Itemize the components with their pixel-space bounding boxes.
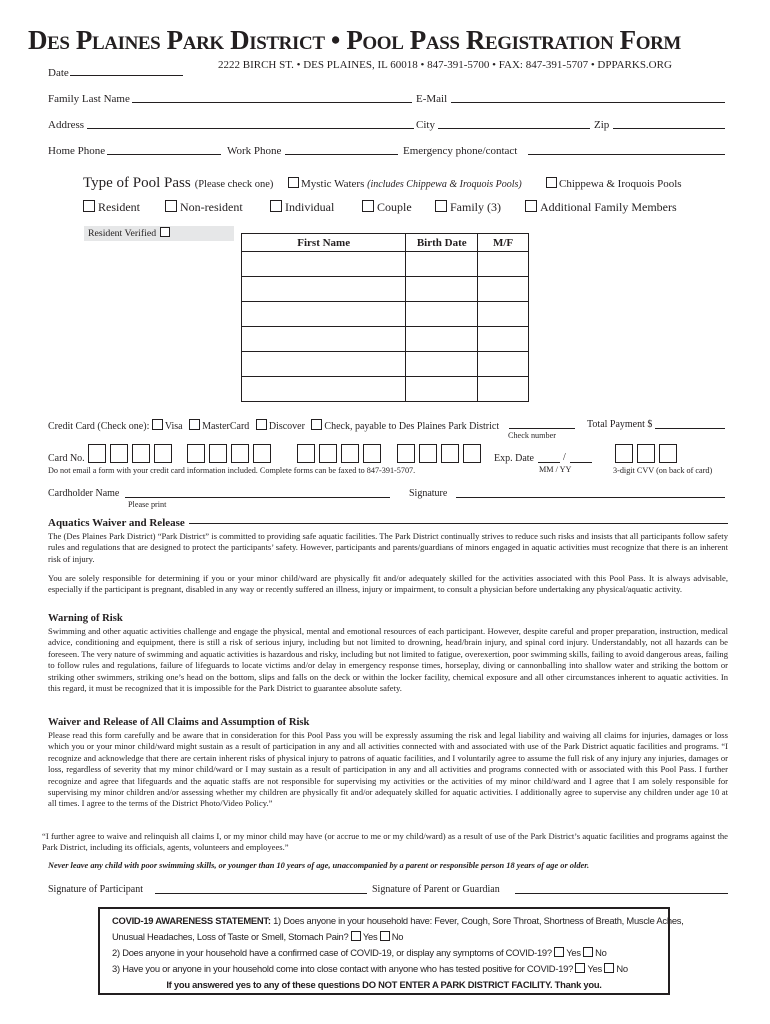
covid-q3: 3) Have you or anyone in your household come into close contact with anyone who has tested positive for COVID-19? [112, 963, 574, 974]
further-agree-text: “I further agree to waive and relinquish all claims I, or my minor child may have (or accrue to me or my child/ward) as a result of use of the Park District’s aquatic facilities and programs against the Park District, including its officials, agents, volunteers and employees.” [42, 831, 728, 853]
resident-verified-checkbox[interactable] [160, 227, 170, 237]
warning-of-risk-text: Swimming and other aquatic activities challenge and engage the physical, mental and emotional resources of each participant. However, despite careful and proper preparation, instruction, medical advice, conditioning and equipment, there is still a risk of serious injury, including but not limited to drowning, head/brain injury, and spinal cord injury. Understandably, not all hazards can be foreseen. The very nature of swimming and aquatic activities is hazardous and risky, including but not limited to fatigue, overexertion, poor swimming skills, failing to avoid dangerous areas, failing to follow rules and regulations, failure of lifeguards to locate victims and/or delay in emergency response times, horseplay, diving or cannonballing into shallow water and striking the bottom or striking other swimmers, striking one’s head on the bottom, slips and falls on the deck or within the locker facility, chemical exposure and all other circumstances inherent to aquatic activities. In this regard, it must be recognized that it is impossible for the Park District to guarantee absolute safety. [48, 626, 728, 694]
covid-q2-yes-checkbox[interactable] [554, 947, 564, 957]
covid-q2-line [112, 945, 656, 961]
mf-cell[interactable] [478, 302, 529, 327]
waiver-paragraph-1: The (Des Plaines Park District) “Park District” is committed to providing safe aquatic facilities. The Park District continually strives to reduce such risks and insists that all participants follow safety rules and regulations that are designed to protect the participants’ safety. However, participants and parents/guardians of minors engaged in aquatic activities must recognize that there is an inherent risk of injury. [48, 531, 728, 564]
additional-members-option[interactable] [525, 200, 677, 215]
first-name-cell[interactable] [242, 352, 406, 377]
covid-q1b-line [112, 929, 656, 945]
covid-q1-yes-label: Yes [362, 931, 378, 942]
visa-label: Visa [164, 421, 183, 432]
pass-type-row [83, 174, 273, 192]
city-label: City [416, 119, 435, 131]
resident-verified [88, 227, 172, 239]
covid-q3-no-label: No [616, 963, 628, 974]
never-leave-warning: Never leave any child with poor swimming skills, or younger than 10 years of age, unaccompanied by a parent or responsible person 18 years of age or older. [48, 861, 590, 870]
covid-q2-yes-label: Yes [566, 947, 581, 958]
mystic-waters-label: Mystic Waters [301, 178, 365, 190]
resident-option[interactable] [83, 200, 140, 215]
email-field[interactable] [451, 102, 725, 103]
mf-cell[interactable] [478, 252, 529, 277]
birth-date-cell[interactable] [406, 277, 478, 302]
district-address: 2222 BIRCH ST. • DES PLAINES, IL 60018 • 847-391-5700 • FAX: 847-391-5707 • DPPARKS.ORG [218, 59, 672, 71]
home-phone-label: Home Phone [48, 145, 106, 157]
mystic-waters-note: (includes Chippewa & Iroquois Pools) [367, 179, 522, 190]
individual-checkbox[interactable] [270, 200, 282, 212]
resident-checkbox[interactable] [83, 200, 95, 212]
chippewa-option[interactable] [546, 177, 682, 191]
cardholder-name-label: Cardholder Name [48, 488, 120, 499]
zip-label: Zip [594, 119, 610, 131]
pass-type-instruction: (Please check one) [194, 179, 274, 190]
address-label: Address [48, 119, 85, 131]
participant-signature-field[interactable] [155, 893, 367, 894]
signature-label: Signature [409, 488, 448, 499]
mastercard-checkbox[interactable] [189, 419, 200, 430]
exp-month-field[interactable] [538, 462, 560, 463]
pass-type-heading: Type of Pool Pass [83, 175, 191, 191]
table-row [242, 252, 529, 277]
covid-footer: If you answered yes to any of these questions DO NOT ENTER A PARK DISTRICT FACILITY. Thank you. [166, 979, 602, 990]
table-row [242, 277, 529, 302]
birth-date-cell[interactable] [406, 252, 478, 277]
family-last-name-label: Family Last Name [48, 93, 130, 105]
covid-q3-yes-checkbox[interactable] [575, 963, 585, 973]
individual-label: Individual [285, 200, 335, 214]
family-checkbox[interactable] [435, 200, 447, 212]
covid-q3-no-checkbox[interactable] [604, 963, 614, 973]
col-birth-date: Birth Date [406, 234, 478, 252]
first-name-cell[interactable] [242, 277, 406, 302]
couple-label: Couple [377, 200, 412, 214]
family-option[interactable] [435, 200, 501, 215]
mf-cell[interactable] [478, 277, 529, 302]
city-field[interactable] [438, 128, 590, 129]
covid-q1-no-label: No [391, 931, 404, 942]
covid-q2-no-checkbox[interactable] [583, 947, 593, 957]
mf-cell[interactable] [478, 352, 529, 377]
total-payment-field[interactable] [655, 428, 725, 429]
couple-option[interactable] [362, 200, 412, 215]
family-last-name-field[interactable] [132, 102, 412, 103]
couple-checkbox[interactable] [362, 200, 374, 212]
parent-signature-field[interactable] [515, 893, 728, 894]
total-payment-label: Total Payment $ [587, 419, 653, 430]
waiver-heading: Aquatics Waiver and Release [48, 517, 185, 529]
address-field[interactable] [87, 128, 414, 129]
date-label: Date [48, 67, 69, 79]
non-resident-option[interactable] [165, 200, 243, 215]
family-members-table [241, 233, 529, 402]
mf-cell[interactable] [478, 377, 529, 402]
covid-statement-box [98, 907, 684, 995]
release-heading: Waiver and Release of All Claims and Assumption of Risk [48, 717, 310, 728]
chippewa-checkbox[interactable] [546, 177, 557, 188]
resident-verified-label: Resident Verified [88, 228, 157, 239]
covid-q1: 1) Does anyone in your household have: Fever, Cough, Sore Throat, Shortness of Breath, Muscle Aches, [273, 915, 684, 926]
col-mf: M/F [478, 234, 529, 252]
discover-label: Discover [268, 421, 305, 432]
first-name-cell[interactable] [242, 252, 406, 277]
emergency-contact-field[interactable] [528, 154, 725, 155]
work-phone-label: Work Phone [227, 145, 282, 157]
home-phone-field[interactable] [107, 154, 221, 155]
col-first-name: First Name [242, 234, 406, 252]
first-name-cell[interactable] [242, 377, 406, 402]
warning-of-risk-heading: Warning of Risk [48, 613, 123, 624]
resident-label: Resident [98, 200, 140, 214]
birth-date-cell[interactable] [406, 377, 478, 402]
covid-q1-no-checkbox[interactable] [380, 931, 390, 941]
covid-q2-no-label: No [595, 947, 607, 958]
covid-q1-line [112, 913, 684, 929]
exp-date-label: Exp. Date [494, 453, 534, 464]
zip-field[interactable] [613, 128, 725, 129]
chippewa-label: Chippewa & Iroquois Pools [559, 178, 682, 190]
mf-cell[interactable] [478, 327, 529, 352]
family-label: Family (3) [450, 200, 501, 214]
check-checkbox[interactable] [311, 419, 322, 430]
check-number-field[interactable] [509, 428, 575, 429]
non-resident-label: Non-resident [180, 200, 243, 214]
table-row [242, 327, 529, 352]
check-label: Check, payable to Des Plaines Park District [324, 421, 500, 432]
credit-card-row [48, 419, 499, 433]
exp-slash: / [563, 452, 566, 463]
table-row [242, 302, 529, 327]
mastercard-label: MasterCard [202, 421, 250, 432]
please-print-hint: Please print [128, 500, 167, 509]
mm-yy-hint: MM / YY [539, 465, 572, 474]
individual-option[interactable] [270, 200, 334, 215]
table-row [242, 352, 529, 377]
first-name-cell[interactable] [242, 302, 406, 327]
birth-date-cell[interactable] [406, 302, 478, 327]
email-warning: Do not email a form with your credit card information included. Complete forms can be faxed to 847-391-5707. [48, 466, 416, 475]
check-number-label: Check number [508, 431, 556, 440]
birth-date-cell[interactable] [406, 327, 478, 352]
waiver-paragraph-2: You are solely responsible for determining if you or your minor child/ward are physically fit and/or adequately skilled for the activities associated with this Pool Pass. It is always advisable, especially if the participant is pregnant, disabled in any way or recently suffered an illness, injury or impairment, to consult a physician before undertaking any physical/aquatic activity. [48, 573, 728, 595]
mystic-waters-option[interactable] [288, 177, 522, 191]
birth-date-cell[interactable] [406, 352, 478, 377]
table-row [242, 377, 529, 402]
email-label: E-Mail [416, 93, 448, 105]
covid-q3-yes-label: Yes [587, 963, 602, 974]
participant-signature-label: Signature of Participant [48, 884, 143, 895]
covid-q1b: Unusual Headaches, Loss of Taste or Smell, Stomach Pain? [112, 931, 349, 942]
parent-signature-label: Signature of Parent or Guardian [372, 884, 500, 895]
mystic-waters-checkbox[interactable] [288, 177, 299, 188]
credit-card-label: Credit Card (Check one): [48, 421, 150, 432]
cvv-label: 3-digit CVV (on back of card) [613, 466, 713, 475]
card-no-label: Card No. [48, 453, 85, 464]
covid-label: COVID-19 AWARENESS STATEMENT: [112, 915, 271, 926]
covid-q3-line [112, 961, 656, 977]
first-name-cell[interactable] [242, 327, 406, 352]
release-text: Please read this form carefully and be aware that in consideration for this Pool Pass you will be expressly assuming the risk and legal liability and waiving all claims for injuries, damages or loss which you or your minor child/ward might sustain as a result of participation in any and all activities connected with and associated with use of the Park District aquatic facilities and programs. “I recognize and acknowledge that there are certain inherent risks of physical injury to patrons of aquatic facilities, and I voluntarily agree to assume the full risk of any injury any injuries, damages or loss, regardless of severity that my minor child/ward or I may sustain as a result of participation in any and all activities and programs connected with or associated with this Pool Pass. I further recognize and agree that lifeguards and the aquatic staffs are not responsible for supervising my activities or the activities of my minor child/ward and I agree that I am solely responsible for supervising my minor children and/or assessing whether my children are physically fit and/or adequately skilled for aquatic activities. I additionally agree to supervise any children under age 10 at all times. I agree to the terms of the District Photo/Video Policy.” [48, 730, 728, 809]
form-title: Des Plaines Park District • Pool Pass Registration Form [28, 25, 681, 55]
covid-q1-yes-checkbox[interactable] [351, 931, 361, 941]
additional-members-label: Additional Family Members [540, 200, 677, 214]
exp-year-field[interactable] [570, 462, 592, 463]
additional-members-checkbox[interactable] [525, 200, 537, 212]
emergency-contact-label: Emergency phone/contact [403, 145, 518, 157]
waiver-heading-row [48, 517, 728, 530]
signature-field[interactable] [456, 497, 725, 498]
visa-checkbox[interactable] [152, 419, 163, 430]
cardholder-name-field[interactable] [125, 497, 390, 498]
waiver-heading-rule [189, 523, 728, 524]
date-field[interactable] [70, 75, 183, 76]
discover-checkbox[interactable] [256, 419, 267, 430]
covid-q2: 2) Does anyone in your household have a confirmed case of COVID-19, or display any symptoms of COVID-19? [112, 947, 552, 958]
non-resident-checkbox[interactable] [165, 200, 177, 212]
work-phone-field[interactable] [285, 154, 398, 155]
